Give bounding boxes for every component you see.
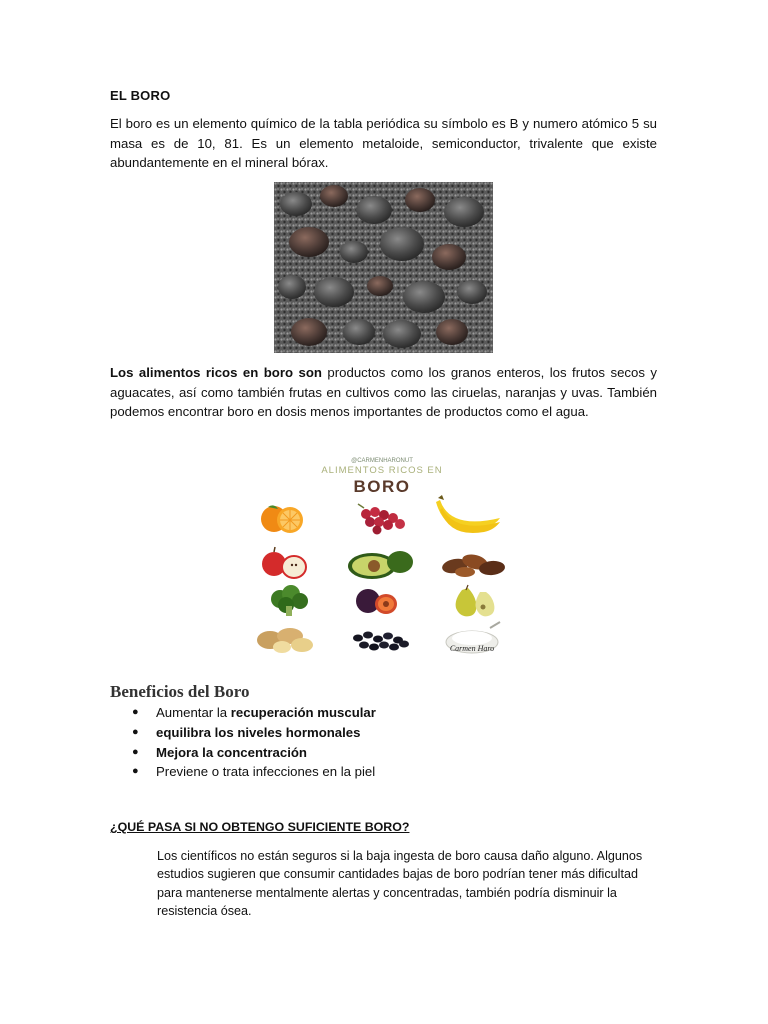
benefits-heading: Beneficios del Boro xyxy=(110,682,250,701)
benefits-list xyxy=(130,703,376,782)
benefit-text: Aumentar la xyxy=(156,705,231,720)
foods-paragraph-bold: Los alimentos ricos en boro son xyxy=(110,365,322,380)
benefit-text: Previene o trata infecciones en la piel xyxy=(156,764,376,780)
question-heading: ¿QUÉ PASA SI NO OBTENGO SUFICIENTE BORO? xyxy=(110,820,410,834)
bullet-icon: ● xyxy=(132,706,139,718)
boron-foods-infographic xyxy=(240,452,524,662)
infographic-big-title: BORO xyxy=(353,477,411,496)
infographic-header: ALIMENTOS RICOS EN xyxy=(321,465,443,476)
foods-paragraph-text: productos como los granos enteros, los frutos secos y aguacates, así como también frutas en cultivos como las ciruelas, naranjas y uvas. También podemos encontrar boro en dosis menos importantes de productos como el agua. xyxy=(110,365,657,419)
carmen-haro-signature: Carmen Haro xyxy=(449,644,495,653)
answer-paragraph: Los científicos no están seguros si la baja ingesta de boro causa daño alguno. Algunos estudios sugieren que consumir cantidades bajas de boro podrían tener más dificultad para mantenerse mentalmente alertas y concentradas, también podría disminuir la resistencia ósea. xyxy=(157,849,643,918)
bullet-icon: ● xyxy=(132,725,139,738)
benefit-bold-text: recuperación muscular xyxy=(230,705,376,720)
foods-paragraph xyxy=(110,363,657,422)
benefit-item xyxy=(130,743,376,763)
intro-paragraph: El boro es un elemento químico de la tabla periódica su símbolo es B y numero atómico 5 su masa es de 10, 81. Es un elemento metaloide, semiconductor, trivalente que existe abundantemente en el mineral bórax. xyxy=(110,116,657,170)
benefit-item xyxy=(130,703,376,723)
benefit-bold-text: Mejora la concentración xyxy=(156,744,307,760)
bullet-icon: ● xyxy=(132,765,139,778)
bullet-icon: ● xyxy=(132,745,139,758)
benefit-item xyxy=(130,762,376,782)
page-title: EL BORO xyxy=(110,88,171,103)
boron-mineral-image xyxy=(274,182,493,353)
infographic-handle: @CARMENHARONUT xyxy=(351,458,413,464)
benefit-bold-text: equilibra los niveles hormonales xyxy=(156,724,361,740)
orange-icon xyxy=(261,505,303,533)
benefit-item xyxy=(130,723,376,743)
